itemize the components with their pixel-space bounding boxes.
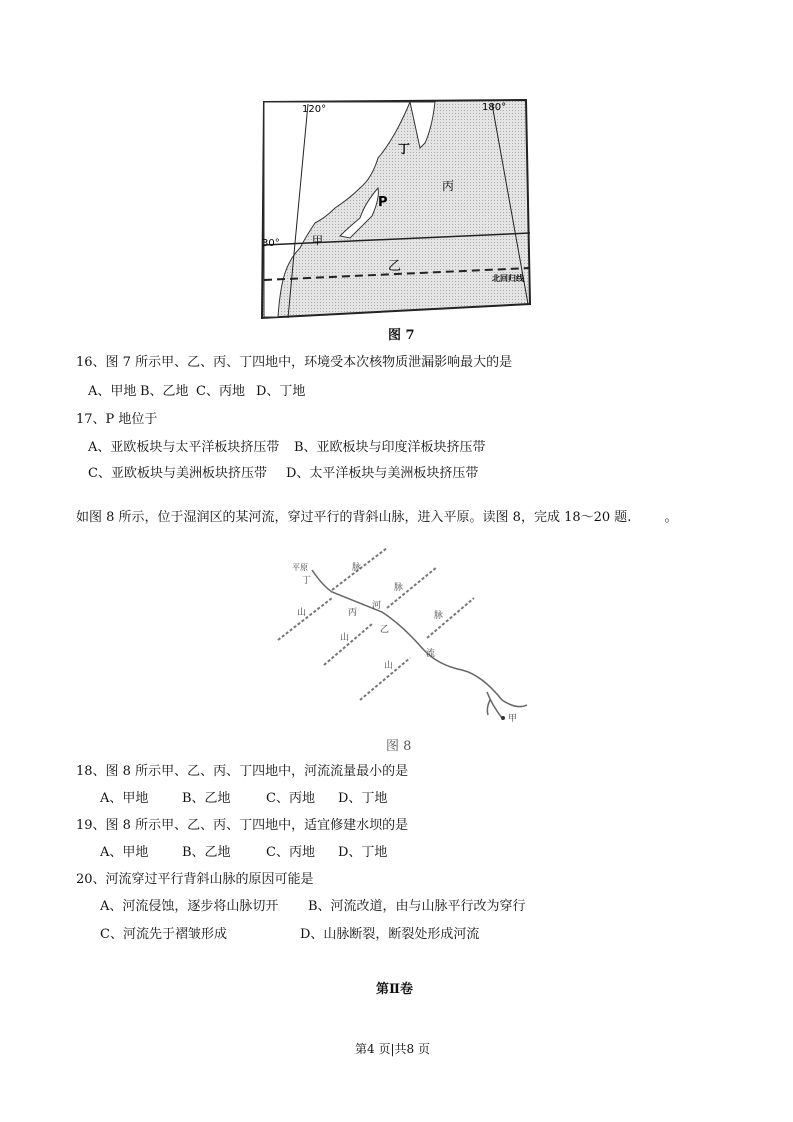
label-120: 120°: [302, 104, 327, 115]
q17-option-c: C、亚欧板块与美洲板块挤压带: [88, 466, 267, 481]
label-jia: 甲: [508, 714, 518, 724]
q17-option-b: B、亚欧板块与印度洋板块挤压带: [294, 440, 486, 455]
label-shan-3: 山: [384, 661, 394, 671]
figure-7-caption: 图 7: [388, 328, 415, 343]
label-ding: 丁: [398, 142, 411, 156]
q16-stem: 16、图 7 所示甲、乙、丙、丁四地中，环境受本次核物质泄漏影响最大的是: [76, 355, 513, 370]
label-mai-2: 脉: [394, 583, 404, 593]
label-liu: 流: [426, 649, 436, 659]
label-p: P: [378, 195, 388, 210]
label-bing: 丙: [348, 608, 358, 618]
section-title: 第Ⅱ卷: [376, 982, 413, 997]
q18-option-d: D、丁地: [338, 791, 388, 806]
q16-option-d: D、丁地: [256, 384, 306, 399]
figure-8-diagram: [262, 540, 542, 730]
intro-text: 如图 8 所示，位于湿润区的某河流，穿过平行的背斜山脉，进入平原。读图 8，完成 18～20 题. 。: [76, 510, 678, 525]
label-shan-2: 山: [340, 633, 350, 643]
q17-stem: 17、P 地位于: [76, 412, 158, 427]
label-180: 180°: [482, 102, 507, 113]
q17-option-d: D、太平洋板块与美洲板块挤压带: [286, 466, 479, 481]
figure-8-caption: 图 8: [386, 739, 412, 754]
q19-option-a: A、甲地: [100, 845, 149, 860]
q18-stem: 18、图 8 所示甲、乙、丙、丁四地中，河流流量最小的是: [76, 764, 409, 779]
label-bing: 丙: [442, 179, 455, 193]
q18-option-c: C、丙地: [266, 791, 315, 806]
q16-option-b: B、乙地: [140, 384, 189, 399]
label-he: 河: [372, 601, 382, 611]
q17-option-a: A、亚欧板块与太平洋板块挤压带: [88, 440, 280, 455]
q18-option-a: A、甲地: [100, 791, 149, 806]
q20-option-d: D、山脉断裂，断裂处形成河流: [300, 927, 480, 942]
label-mai-3: 脉: [434, 611, 444, 621]
q19-option-c: C、丙地: [266, 845, 315, 860]
q19-stem: 19、图 8 所示甲、乙、丙、丁四地中，适宜修建水坝的是: [76, 818, 409, 833]
label-mai-1: 脉: [352, 563, 362, 573]
label-yi: 乙: [380, 625, 390, 635]
q19-option-d: D、丁地: [338, 845, 388, 860]
q16-option-a: A、甲地: [88, 384, 137, 399]
label-shan-1: 山: [297, 608, 307, 618]
label-ding: 丁: [302, 576, 312, 586]
figure-7-map: [260, 98, 532, 320]
label-tropic: 北回归线: [492, 274, 524, 283]
q20-option-b: B、河流改道，由与山脉平行改为穿行: [308, 899, 526, 914]
label-plain: 平原: [292, 563, 308, 572]
q20-option-c: C、河流先于褶皱形成: [100, 927, 227, 942]
q19-option-b: B、乙地: [182, 845, 231, 860]
page-footer: 第4 页|共8 页: [355, 1042, 430, 1056]
q18-option-b: B、乙地: [182, 791, 231, 806]
label-30: 30°: [262, 238, 280, 249]
label-jia: 甲: [312, 234, 323, 247]
q20-option-a: A、河流侵蚀，逐步将山脉切开: [100, 899, 279, 914]
label-yi: 乙: [388, 259, 402, 274]
q16-option-c: C、丙地: [196, 384, 245, 399]
q20-stem: 20、河流穿过平行背斜山脉的原因可能是: [76, 872, 314, 887]
